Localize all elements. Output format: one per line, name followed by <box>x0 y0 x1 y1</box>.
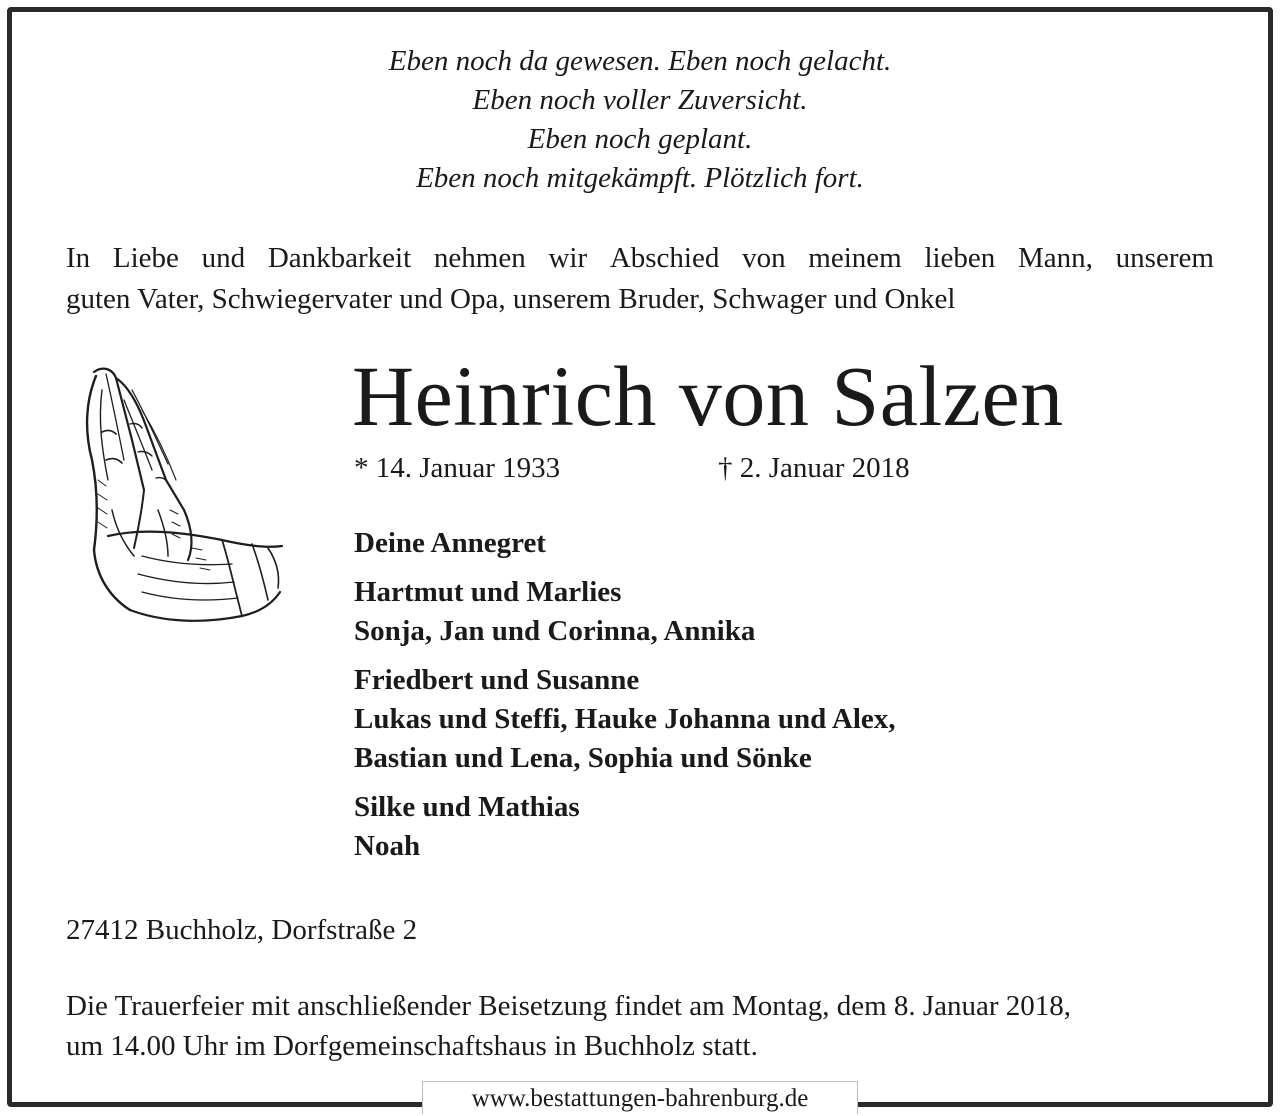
family-line: Lukas und Steffi, Hauke Johanna und Alex, <box>354 703 896 735</box>
family-line: Hartmut und Marlies <box>354 576 622 608</box>
family-line: Friedbert und Susanne <box>354 664 640 696</box>
family-group <box>354 788 896 866</box>
intro-word: unserem <box>1115 242 1214 274</box>
poem-line: Eben noch da gewesen. Eben noch gelacht. <box>388 45 892 77</box>
poem-line: Eben noch mitgekämpft. Plötzlich fort. <box>416 162 864 194</box>
intro-line-1 <box>66 238 1214 279</box>
funeral-home-url: www.bestattungen-bahrenburg.de <box>422 1081 858 1114</box>
poem-line: Eben noch geplant. <box>527 123 753 155</box>
family-line: Noah <box>354 830 421 862</box>
intro-word: Liebe <box>112 242 179 274</box>
death-date: † 2. Januar 2018 <box>718 452 910 484</box>
family-list <box>354 524 896 876</box>
ceremony-info <box>66 986 1071 1066</box>
intro-word: Dankbarkeit <box>267 242 412 274</box>
intro-word: und <box>201 242 246 274</box>
address: 27412 Buchholz, Dorfstraße 2 <box>66 914 418 946</box>
intro-word: Abschied <box>609 242 720 274</box>
family-group <box>354 524 896 563</box>
family-group <box>354 661 896 778</box>
poem-line: Eben noch voller Zuversicht. <box>472 84 808 116</box>
family-line: Sonja, Jan und Corinna, Annika <box>354 615 756 647</box>
deceased-name: Heinrich von Salzen <box>352 348 1064 444</box>
intro-word: Mann, <box>1018 242 1093 274</box>
ceremony-line: Die Trauerfeier mit anschließender Beisetzung findet am Montag, dem 8. Januar 2018, <box>66 990 1072 1022</box>
family-line: Deine Annegret <box>354 527 546 559</box>
intro-word: von <box>742 242 786 274</box>
intro-line-2: guten Vater, Schwiegervater und Opa, unserem Bruder, Schwager und Onkel <box>66 283 956 315</box>
family-line: Silke und Mathias <box>354 791 580 823</box>
ceremony-line: um 14.00 Uhr im Dorfgemeinschaftshaus in Buchholz statt. <box>66 1030 758 1062</box>
intro-word: nehmen <box>433 242 526 274</box>
birth-date: * 14. Januar 1933 <box>354 452 561 484</box>
family-group <box>354 573 896 651</box>
praying-hands-icon <box>72 360 284 626</box>
family-line: Bastian und Lena, Sophia und Sönke <box>354 742 812 774</box>
intro-word: lieben <box>924 242 996 274</box>
intro-text <box>66 238 1214 320</box>
intro-word: meinem <box>808 242 902 274</box>
intro-word: wir <box>548 242 588 274</box>
intro-word: In <box>66 242 91 274</box>
poem <box>0 42 1280 198</box>
